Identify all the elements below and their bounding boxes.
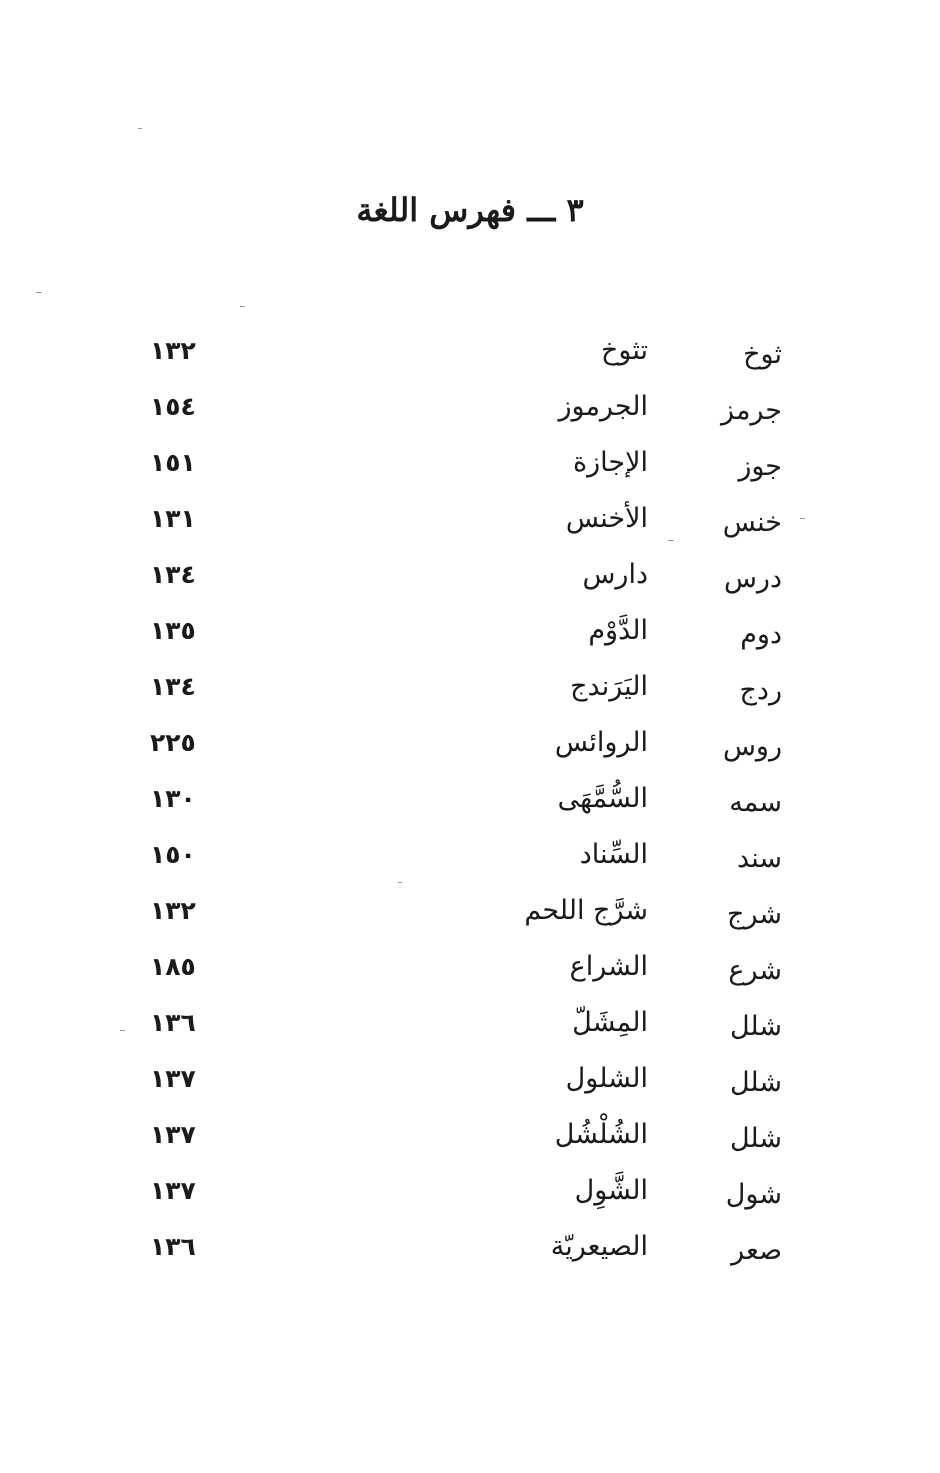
- entry-page-number: ١٣٦: [150, 1008, 196, 1037]
- entry-word: شرَّج اللحم: [524, 895, 648, 926]
- entry-root: دوم: [740, 619, 782, 650]
- index-entry: [0, 717, 940, 773]
- page-title: ٣ ـــ فهرس اللغة: [356, 191, 584, 229]
- index-entry: [0, 493, 940, 549]
- entry-page-number: ١٣٥: [150, 616, 196, 645]
- index-entry: [0, 605, 940, 661]
- scan-speck: [240, 306, 245, 307]
- entry-word: الروائس: [554, 727, 648, 758]
- entry-word: الجرموز: [558, 391, 648, 422]
- entry-root: شول: [725, 1179, 782, 1210]
- index-entry: [0, 773, 940, 829]
- entry-page-number: ١٣٢: [150, 336, 196, 365]
- entry-word: دارس: [582, 559, 648, 590]
- index-entry: [0, 549, 940, 605]
- entry-root: صعر: [731, 1235, 782, 1266]
- scan-speck: [800, 518, 805, 519]
- scan-speck: [120, 1030, 125, 1031]
- entry-word: اليَرَندج: [570, 671, 648, 702]
- index-entry: [0, 437, 940, 493]
- scan-speck: [668, 540, 674, 541]
- entry-page-number: ١٣٤: [150, 560, 196, 589]
- index-entry: [0, 1221, 940, 1277]
- entry-root: درس: [723, 563, 782, 594]
- index-entry: [0, 381, 940, 437]
- entry-root: شلل: [729, 1067, 782, 1098]
- entry-page-number: ١٣٧: [150, 1120, 196, 1149]
- entry-page-number: ١٣١: [150, 504, 196, 533]
- entry-word: الشَّوِل: [574, 1175, 648, 1206]
- entry-page-number: ١٨٥: [150, 952, 196, 981]
- entry-page-number: ١٣٤: [150, 672, 196, 701]
- index-entry: [0, 325, 940, 381]
- scan-speck: [138, 128, 142, 129]
- entry-root: روس: [722, 731, 782, 762]
- entry-page-number: ١٣٠: [150, 784, 196, 813]
- entry-page-number: ٢٢٥: [150, 728, 196, 757]
- entry-word: تثوخ: [600, 335, 648, 366]
- index-entry: [0, 1053, 940, 1109]
- entry-root: سمه: [729, 787, 782, 818]
- entry-page-number: ١٣٦: [150, 1232, 196, 1261]
- scan-speck: [398, 882, 402, 883]
- entry-root: شرج: [727, 899, 782, 930]
- entry-page-number: ١٣٧: [150, 1064, 196, 1093]
- entry-word: الصيعريّة: [550, 1231, 648, 1262]
- entry-word: الشلول: [565, 1063, 648, 1094]
- entry-root: ثوخ: [743, 339, 782, 370]
- entry-word: الدَّوْم: [588, 615, 648, 646]
- entry-word: الأخنس: [565, 503, 648, 534]
- entry-word: الشُلْشُل: [554, 1119, 648, 1150]
- entry-word: الإجازة: [572, 447, 648, 478]
- entry-root: شرع: [728, 955, 782, 986]
- entry-root: جرمز: [721, 395, 782, 426]
- vocabulary-index: [0, 325, 940, 1277]
- index-entry: [0, 1165, 940, 1221]
- index-entry: [0, 997, 940, 1053]
- entry-page-number: ١٣٧: [150, 1176, 196, 1205]
- index-entry: [0, 829, 940, 885]
- index-entry: [0, 1109, 940, 1165]
- entry-page-number: ١٣٢: [150, 896, 196, 925]
- entry-word: الشراع: [569, 951, 648, 982]
- entry-page-number: ١٥١: [150, 448, 196, 477]
- entry-root: شلل: [729, 1011, 782, 1042]
- index-entry: [0, 661, 940, 717]
- entry-root: خنس: [722, 507, 782, 538]
- index-entry: [0, 941, 940, 997]
- index-entry: [0, 885, 940, 941]
- scan-speck: [36, 292, 42, 293]
- entry-word: المِشَلّ: [572, 1007, 648, 1038]
- entry-page-number: ١٥٤: [150, 392, 196, 421]
- entry-word: السِّناد: [579, 839, 648, 870]
- entry-root: ردج: [739, 675, 782, 706]
- entry-root: شلل: [729, 1123, 782, 1154]
- entry-word: السُّمَّهَى: [557, 783, 648, 814]
- entry-root: سند: [737, 843, 782, 874]
- entry-root: جوز: [738, 451, 782, 482]
- entry-page-number: ١٥٠: [150, 840, 196, 869]
